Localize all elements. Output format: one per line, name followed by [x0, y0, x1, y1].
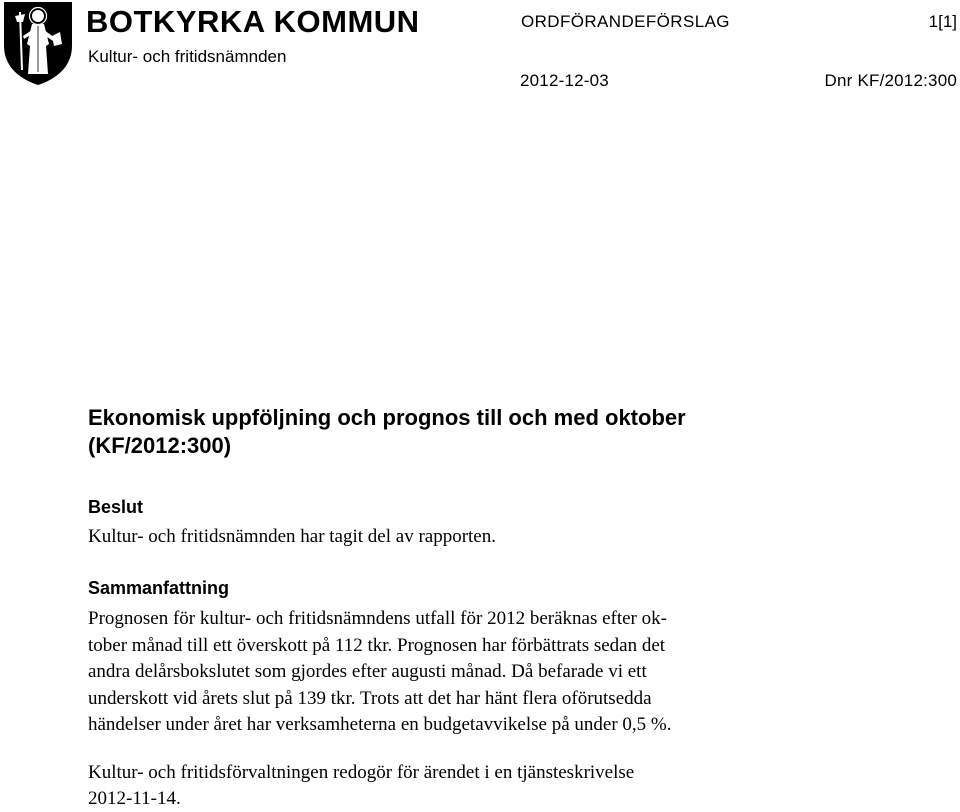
page-number: 1[1]: [928, 12, 957, 31]
document-title-line: Ekonomisk uppföljning och prognos till och med oktober: [88, 405, 686, 430]
document-title: [88, 404, 848, 460]
document-date: 2012-12-03: [520, 71, 609, 90]
summary-line: Prognosen för kultur- och fritidsnämndens utfall för 2012 beräknas efter ok-: [88, 608, 667, 629]
coat-of-arms-logo: [2, 0, 74, 86]
decision-text: Kultur- och fritidsnämnden har tagit del av rapporten.: [88, 526, 496, 547]
section-heading-beslut: Beslut: [88, 497, 144, 517]
closing-line: Kultur- och fritidsförvaltningen redogör för ärendet i en tjänsteskrivelse: [88, 762, 635, 783]
diary-number: Dnr KF/2012:300: [824, 71, 957, 90]
section-heading-sammanfattning: Sammanfattning: [88, 578, 230, 598]
organization-name: BOTKYRKA KOMMUN: [86, 4, 420, 39]
summary-line: händelser under året har verksamheterna en budgetavvikelse på under 0,5 %.: [88, 714, 672, 735]
document-title-line: (KF/2012:300): [88, 433, 232, 458]
summary-paragraph: [88, 606, 671, 739]
summary-line: andra delårsbokslutet som gjordes efter augusti månad. Då befarade vi ett: [88, 661, 647, 682]
committee-name: Kultur- och fritidsnämnden: [88, 47, 287, 66]
document-type: ORDFÖRANDEFÖRSLAG: [521, 12, 730, 31]
closing-line: 2012-11-14.: [88, 788, 181, 809]
summary-line: underskott vid årets slut på 139 tkr. Trots att det har hänt flera oförutsedda: [88, 687, 652, 709]
summary-line: tober månad till ett överskott på 112 tkr. Prognosen har förbättrats sedan det: [88, 634, 666, 656]
closing-paragraph: [88, 760, 634, 812]
